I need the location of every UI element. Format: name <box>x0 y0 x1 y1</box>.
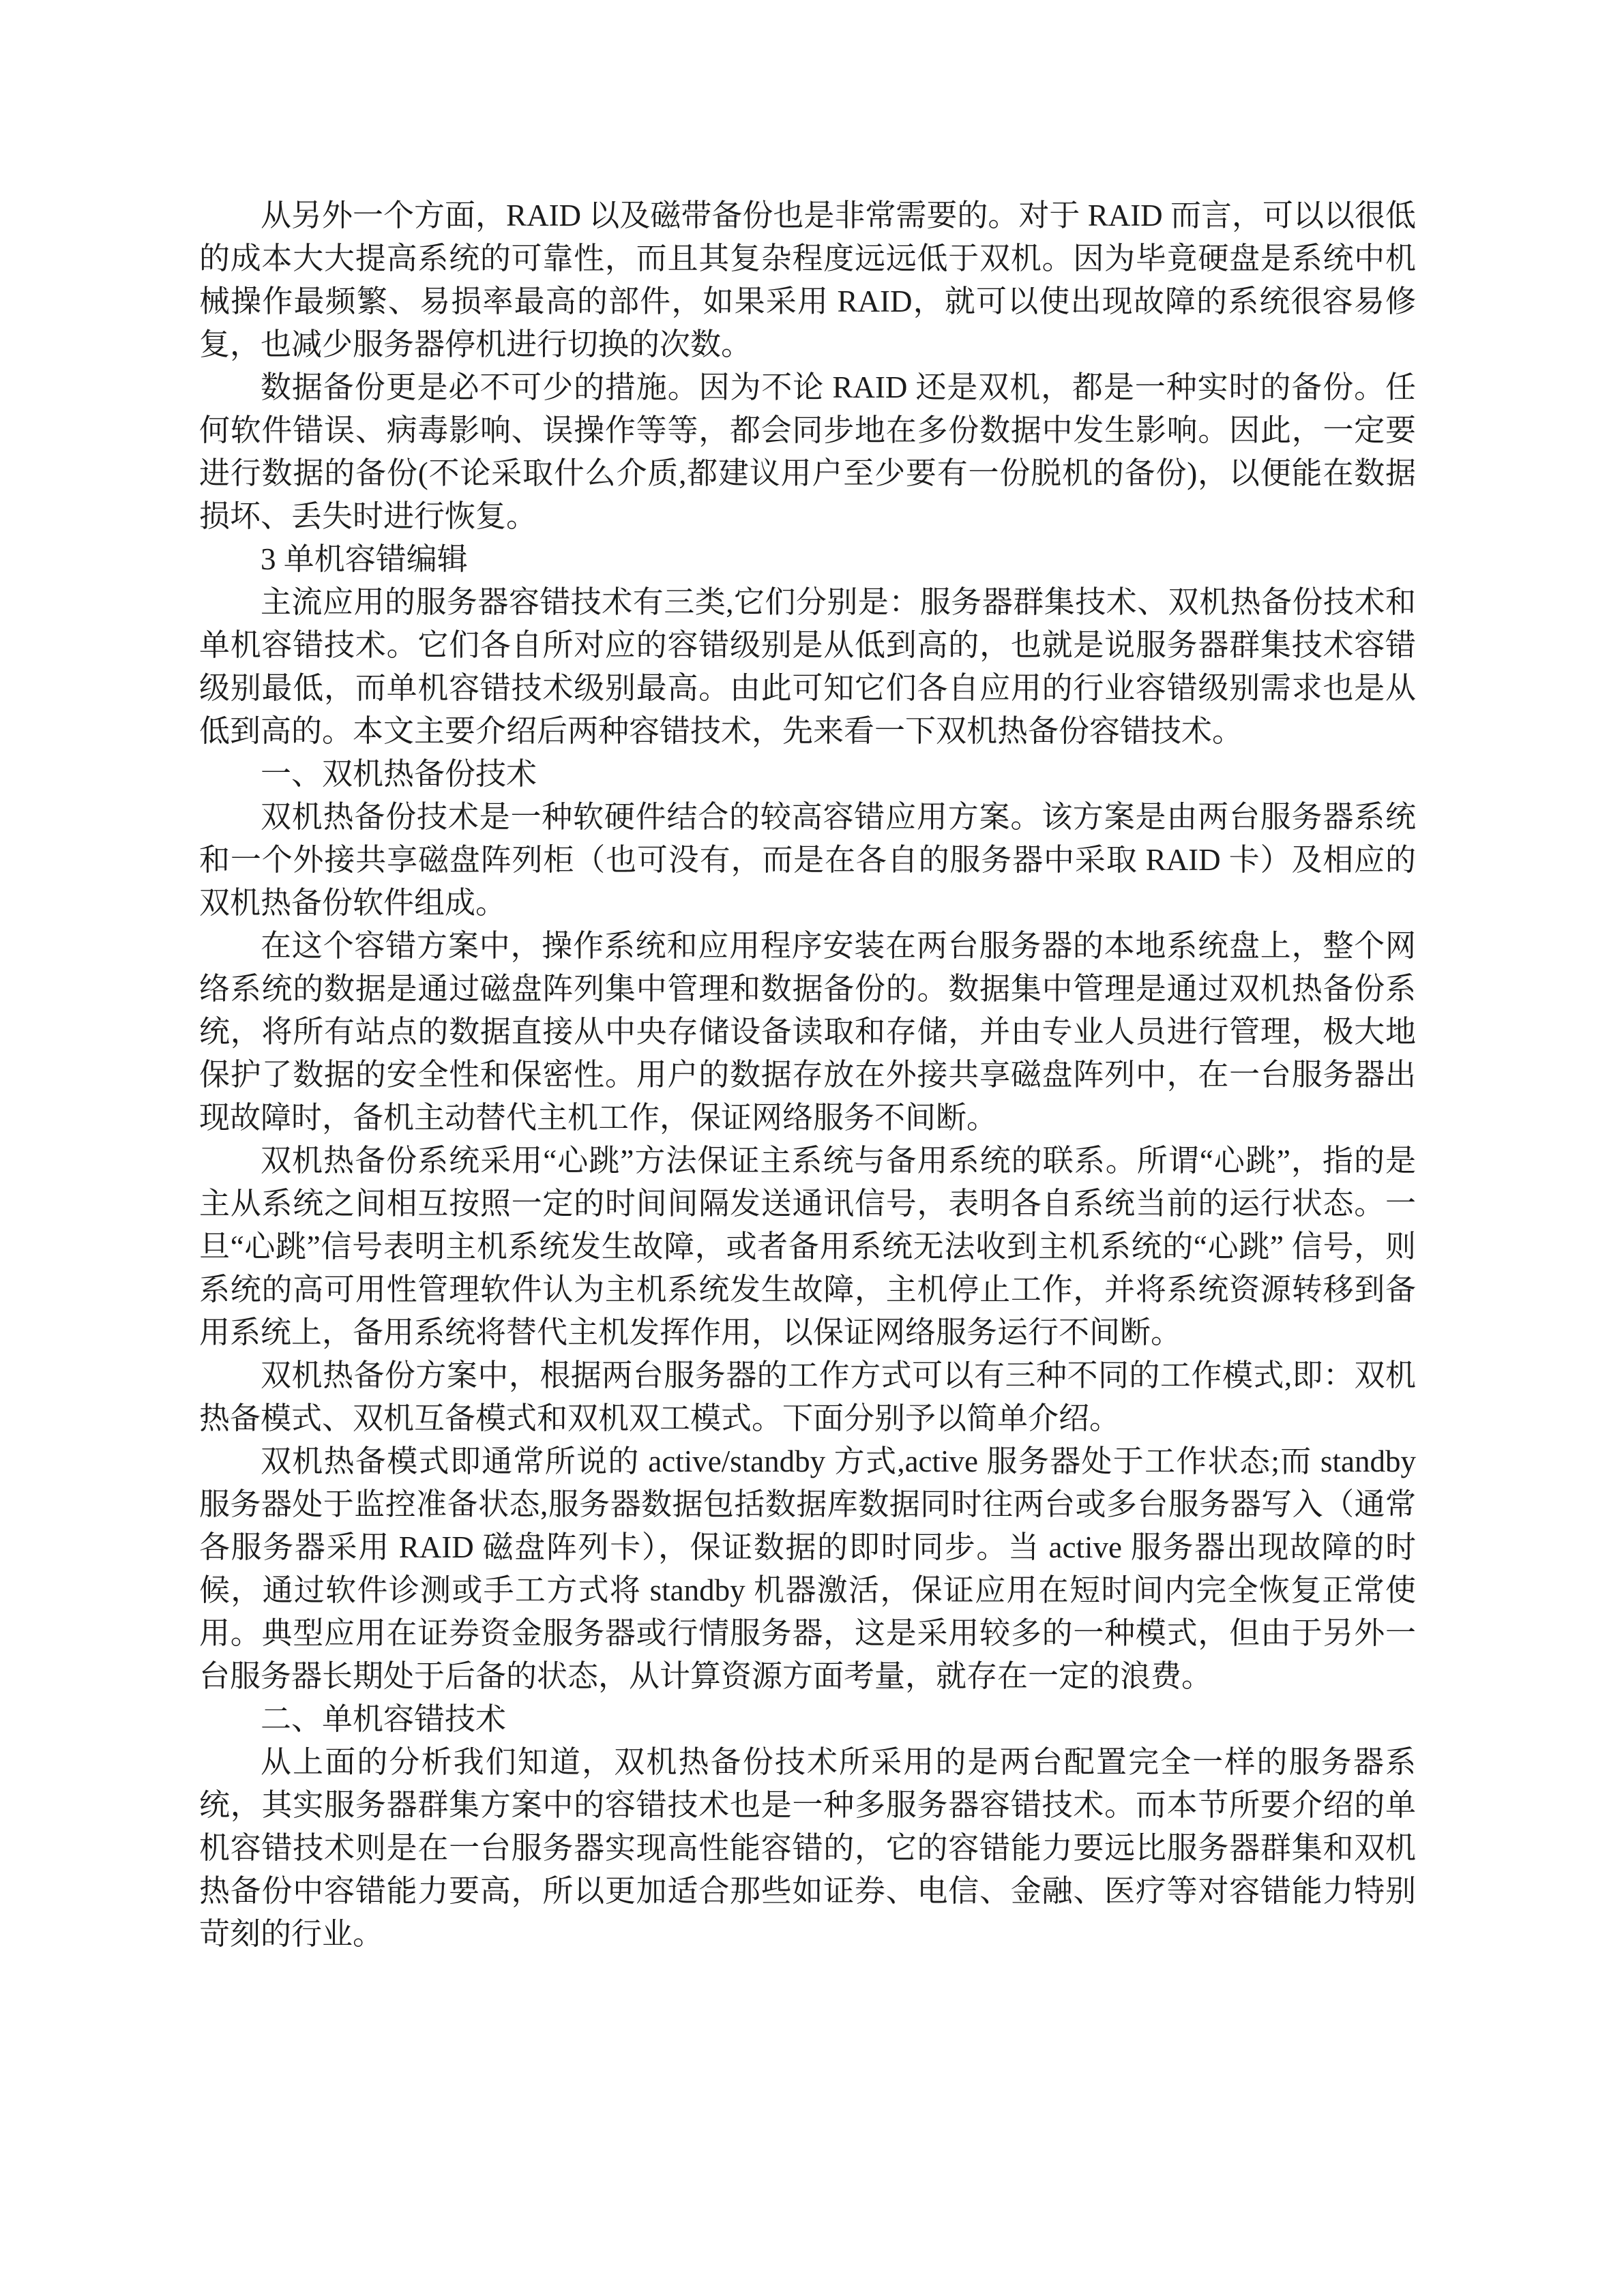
paragraph-fault-tolerance-overview: 主流应用的服务器容错技术有三类,它们分别是：服务器群集技术、双机热备份技术和单机容错技术。它们各自所对应的容错级别是从低到高的，也就是说服务器群集技术容错级别最低，而单机容错技术级别最高。由此可知它们各自应用的行业容错级别需求也是从低到高的。本文主要介绍后两种容错技术，先来看一下双机热备份容错技术。 <box>199 585 1416 748</box>
paragraph-single-machine-analysis: 从上面的分析我们知道，双机热备份技术所采用的是两台配置完全一样的服务器系统，其实服务器群集方案中的容错技术也是一种多服务器容错技术。而本节所要介绍的单机容错技术则是在一台服务器实现高性能容错的，它的容错能力要远比服务器群集和双机热备份中容错能力要高，所以更加适合那些如证券、电信、金融、医疗等对容错能力特别苛刻的行业。 <box>199 1745 1416 1951</box>
paragraph-three-work-modes: 双机热备份方案中，根据两台服务器的工作方式可以有三种不同的工作模式,即：双机热备模式、双机互备模式和双机双工模式。下面分别予以简单介绍。 <box>199 1358 1416 1435</box>
paragraph-raid-backup: 从另外一个方面，RAID 以及磁带备份也是非常需要的。对于 RAID 而言，可以以很低的成本大大提高系统的可靠性，而且其复杂程度远远低于双机。因为毕竟硬盘是系统中机械操作最频繁、易损率最高的部件，如果采用 RAID，就可以使出现故障的系统很容易修复，也减少服务器停机进行切换的次数。 <box>199 198 1416 361</box>
section-heading-dual-machine-hot-backup: 一、双机热备份技术 <box>261 757 537 791</box>
document-body <box>199 194 1416 1956</box>
paragraph-active-standby-mode: 双机热备模式即通常所说的 active/standby 方式,active 服务器处于工作状态;而 standby 服务器处于监控准备状态,服务器数据包括数据库数据同时往两台或多台服务器写入（通常各服务器采用 RAID 磁盘阵列卡），保证数据的即时同步。当 active 服务器出现故障的时候，通过软件诊测或手工方式将 standby 机器激活，保证应用在短时间内完全恢复正常使用。典型应用在证券资金服务器或行情服务器，这是采用较多的一种模式，但由于另外一台服务器长期处于后备的状态，从计算资源方面考量，就存在一定的浪费。 <box>199 1444 1417 1693</box>
paragraph-data-backup: 数据备份更是必不可少的措施。因为不论 RAID 还是双机，都是一种实时的备份。任何软件错误、病毒影响、误操作等等，都会同步地在多份数据中发生影响。因此，一定要进行数据的备份(不论采取什么介质,都建议用户至少要有一份脱机的备份)，以便能在数据损坏、丢失时进行恢复。 <box>199 370 1416 533</box>
paragraph-fault-tolerance-scheme: 在这个容错方案中，操作系统和应用程序安装在两台服务器的本地系统盘上，整个网络系统的数据是通过磁盘阵列集中管理和数据备份的。数据集中管理是通过双机热备份系统，将所有站点的数据直接从中央存储设备读取和存储，并由专业人员进行管理，极大地保护了数据的安全性和保密性。用户的数据存放在外接共享磁盘阵列中，在一台服务器出现故障时，备机主动替代主机工作，保证网络服务不间断。 <box>199 929 1416 1135</box>
paragraph-heartbeat-mechanism: 双机热备份系统采用“心跳”方法保证主系统与备用系统的联系。所谓“心跳”，指的是主从系统之间相互按照一定的时间间隔发送通讯信号，表明各自系统当前的运行状态。一旦“心跳”信号表明主机系统发生故障，或者备用系统无法收到主机系统的“心跳” 信号，则系统的高可用性管理软件认为主机系统发生故障，主机停止工作，并将系统资源转移到备用系统上，备用系统将替代主机发挥作用，以保证网络服务运行不间断。 <box>199 1144 1416 1350</box>
section-heading-single-machine-fault-tolerance: 二、单机容错技术 <box>261 1702 507 1736</box>
section-heading-single-machine-fault-tolerance-edit: 3 单机容错编辑 <box>261 542 468 576</box>
paragraph-hot-backup-intro: 双机热备份技术是一种软硬件结合的较高容错应用方案。该方案是由两台服务器系统和一个外接共享磁盘阵列柜（也可没有，而是在各自的服务器中采取 RAID 卡）及相应的双机热备份软件组成。 <box>199 800 1416 920</box>
